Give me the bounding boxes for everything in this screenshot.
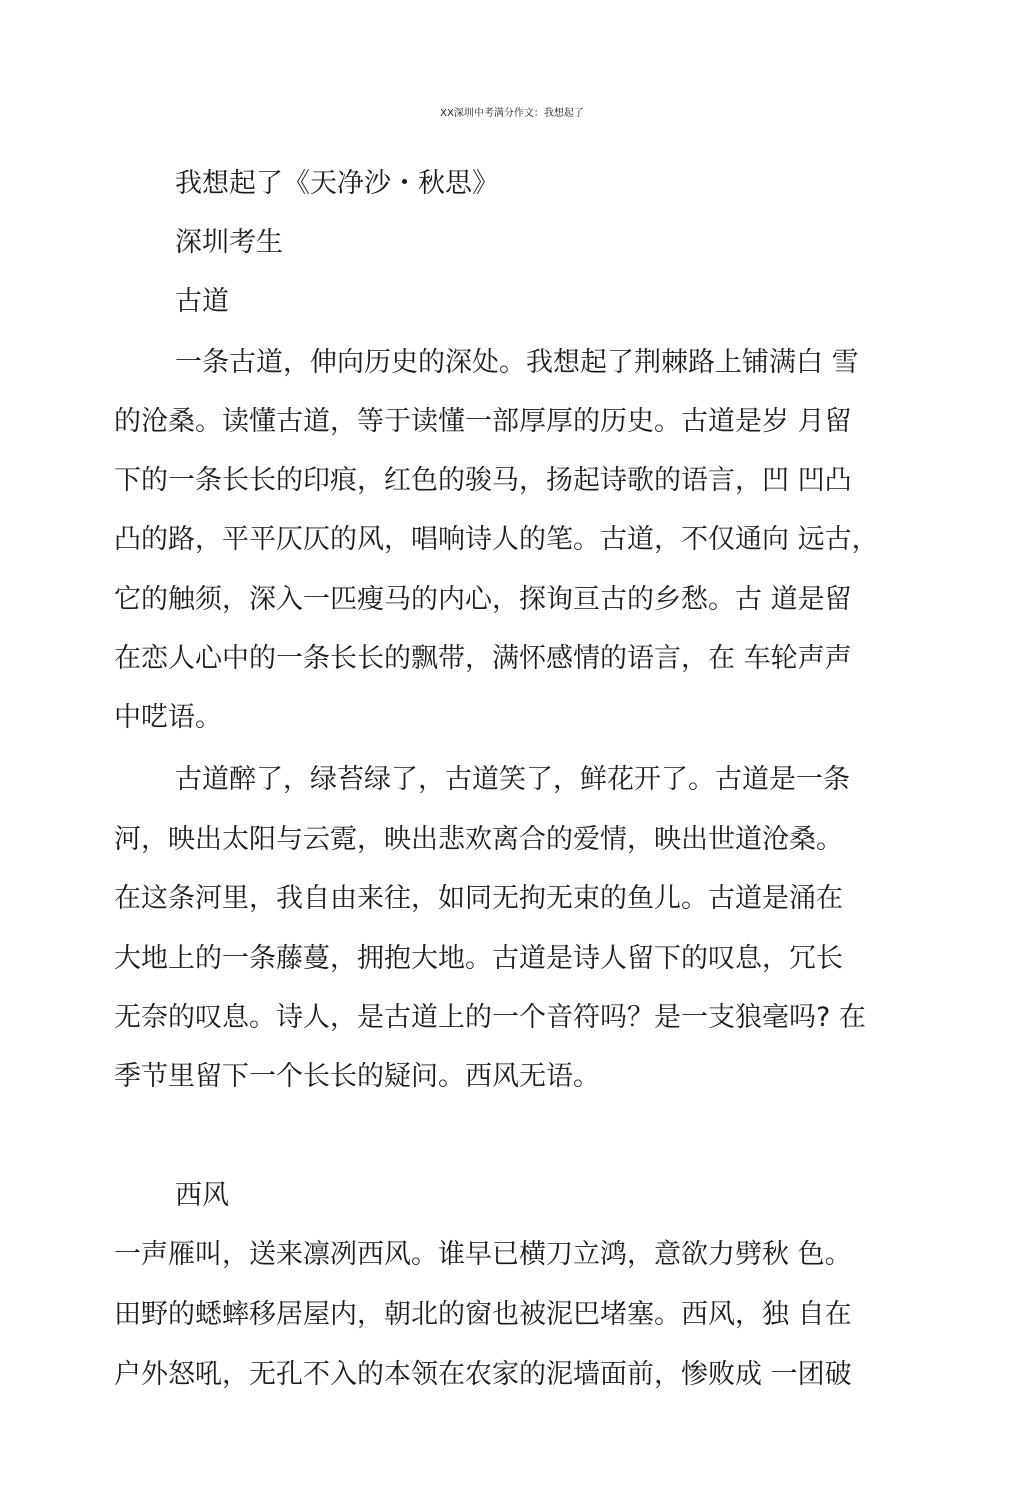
paragraph-line: 一声雁叫，送来凛冽西风。谁早已横刀立鸿，意欲力劈秋 色。 — [114, 1239, 852, 1270]
paragraph-line: 中呓语。 — [114, 702, 222, 733]
paragraph-line: 一条古道，伸向历史的深处。我想起了荆棘路上铺满白 雪 — [175, 347, 859, 378]
paragraph-line: 古道醉了，绿苔绿了，古道笑了，鲜花开了。古道是一条 — [175, 764, 850, 795]
paragraph-line: 河，映出太阳与云霓，映出悲欢离合的爱情，映出世道沧桑。 — [114, 824, 843, 855]
paragraph-line: 在恋人心中的一条长长的飘带，满怀感情的语言，在 车轮声声 — [114, 643, 852, 674]
document-title: XX深圳中考满分作文：我想起了 — [440, 108, 584, 119]
paragraph-line: 大地上的一条藤蔓，拥抱大地。古道是诗人留下的叹息，冗长 — [114, 943, 843, 974]
paragraph-line: 季节里留下一个长长的疑问。西风无语。 — [114, 1061, 600, 1092]
section-heading: 西风 — [175, 1180, 229, 1211]
paragraph-line: 户外怒吼，无孔不入的本领在农家的泥墙面前，惨败成 一团破 — [114, 1359, 852, 1390]
paragraph-line: 下的一条长长的印痕，红色的骏马，扬起诗歌的语言，凹 凹凸 — [114, 465, 852, 496]
subtitle: 我想起了《天净沙・秋思》 — [175, 168, 499, 199]
paragraph-line: 在这条河里，我自由来往，如同无拘无束的鱼儿。古道是涌在 — [114, 883, 843, 914]
paragraph-line: 它的触须，深入一匹瘦马的内心，探询亘古的乡愁。古 道是留 — [114, 584, 852, 615]
section-heading: 古道 — [175, 286, 229, 317]
paragraph-line: 的沧桑。读懂古道，等于读懂一部厚厚的历史。古道是岁 月留 — [114, 406, 852, 437]
paragraph-line: 凸的路，平平仄仄的风，唱响诗人的笔。古道，不仅通向 远古， — [114, 524, 879, 555]
author-line: 深圳考生 — [175, 227, 283, 258]
paragraph-line: 田野的蟋蟀移居屋内，朝北的窗也被泥巴堵塞。西风，独 自在 — [114, 1299, 852, 1330]
paragraph-line: 无奈的叹息。诗人，是古道上的一个音符吗？是一支狼毫吗? 在 — [114, 1002, 866, 1033]
